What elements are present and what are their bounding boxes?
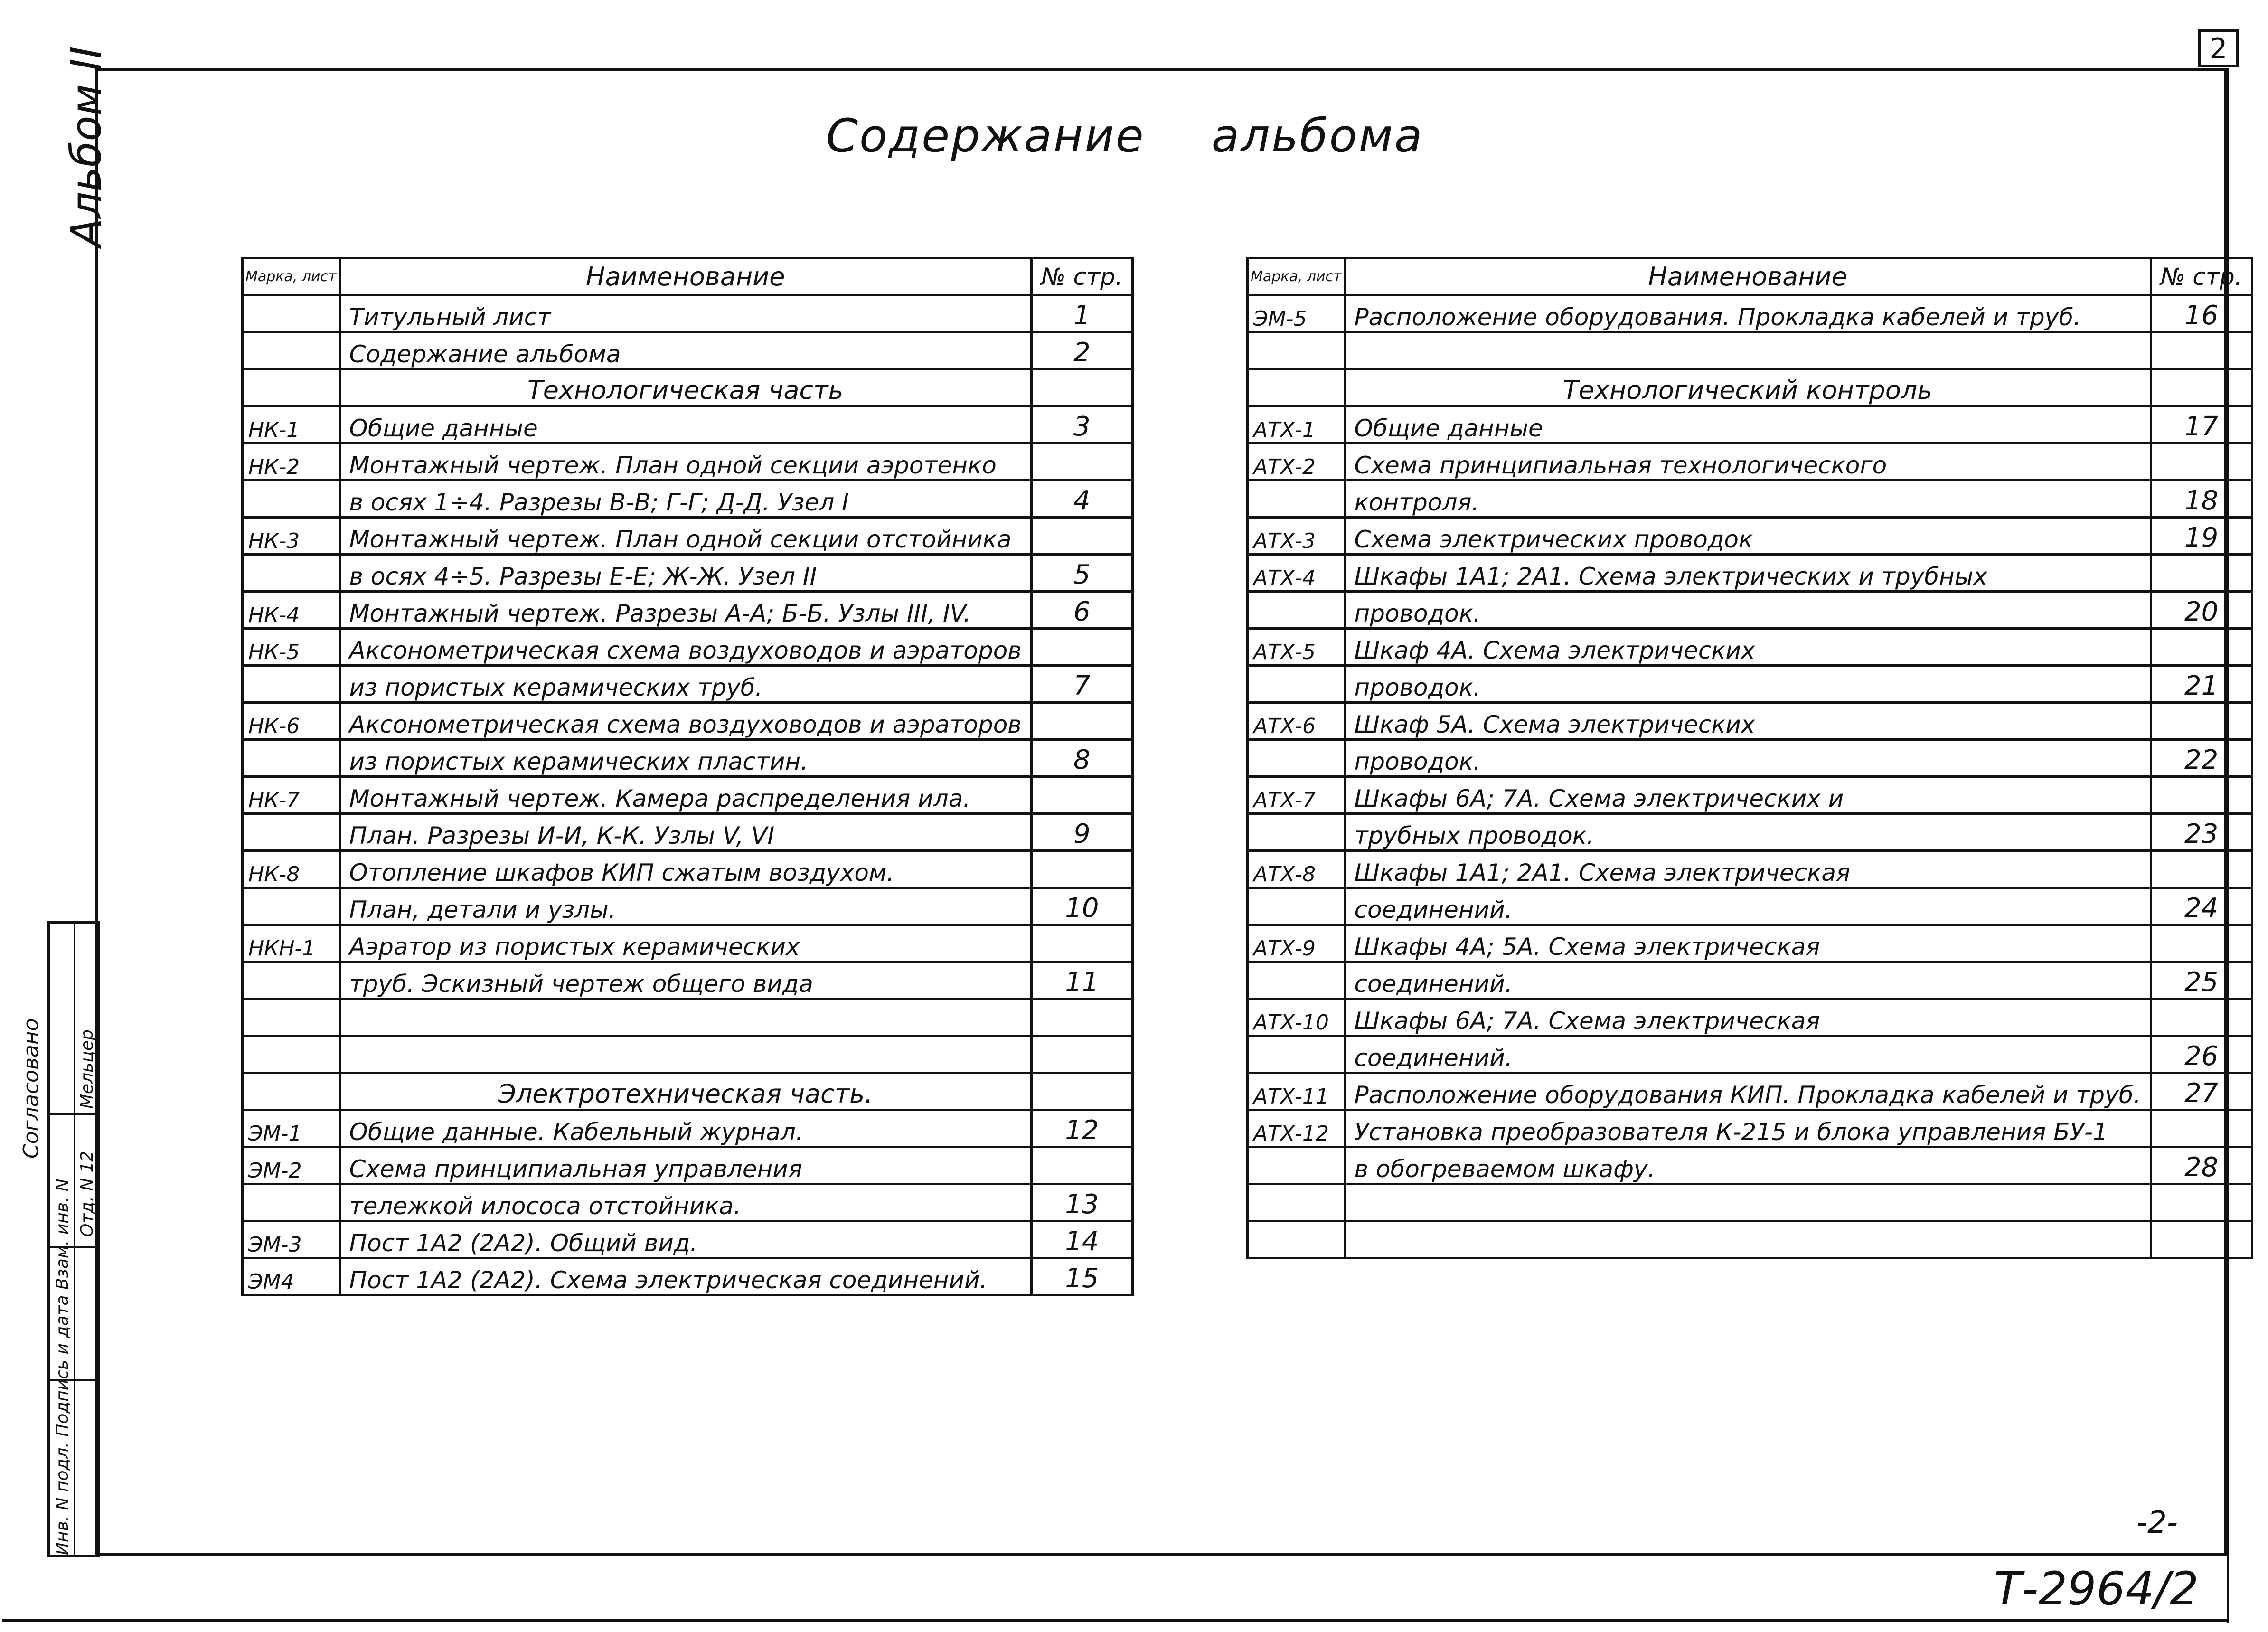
row-name: Схема электрических проводок <box>1345 518 2151 555</box>
table-row <box>1248 629 2252 666</box>
table-row <box>243 1221 1133 1258</box>
row-page <box>1031 629 1132 666</box>
row-name: Монтажный чертеж. Камера распределения ила. <box>339 777 1031 814</box>
row-name: из пористых керамических труб. <box>339 666 1031 703</box>
table-row <box>243 814 1133 851</box>
row-name <box>339 999 1031 1036</box>
stamp-fields-label: Инв. N подл. Подпись и дата Взам. инв. N <box>53 1179 72 1555</box>
row-name: Общие данные. Кабельный журнал. <box>339 1110 1031 1147</box>
row-mark: ЭМ-5 <box>1248 295 1345 332</box>
table-row <box>1248 1073 2252 1110</box>
table-row <box>243 740 1133 777</box>
stamp-signer: Мельцер <box>77 1029 97 1109</box>
row-name: Титульный лист <box>339 295 1031 332</box>
row-name: Шкафы 6А; 7А. Схема электрическая <box>1345 999 2151 1036</box>
row-mark: АТХ-7 <box>1248 777 1345 814</box>
row-page: 7 <box>1031 666 1132 703</box>
row-mark <box>1248 740 1345 777</box>
sheet-number: 2 <box>2198 29 2239 67</box>
row-name: Расположение оборудования. Прокладка кабелей и труб. <box>1345 295 2151 332</box>
row-mark <box>243 1073 340 1110</box>
row-page <box>1031 1073 1132 1110</box>
row-page: 2 <box>1031 332 1132 369</box>
row-page: 24 <box>2151 888 2252 925</box>
row-name: Шкафы 1А1; 2А1. Схема электрических и трубных <box>1345 555 2151 592</box>
table-row <box>243 1258 1133 1295</box>
table-row <box>243 1184 1133 1221</box>
contents-table-left <box>241 257 1134 1296</box>
row-mark: НК-3 <box>243 518 340 555</box>
row-mark: АТХ-11 <box>1248 1073 1345 1110</box>
row-page: 8 <box>1031 740 1132 777</box>
table-row <box>243 666 1133 703</box>
row-name: Общие данные <box>1345 406 2151 443</box>
table-row <box>243 592 1133 629</box>
row-name: проводок. <box>1345 666 2151 703</box>
row-page: 22 <box>2151 740 2252 777</box>
row-mark: ЭМ-1 <box>243 1110 340 1147</box>
row-mark: АТХ-4 <box>1248 555 1345 592</box>
row-page <box>1031 777 1132 814</box>
header-page: № стр. <box>1031 258 1132 295</box>
row-name: Аэратор из пористых керамических <box>339 925 1031 962</box>
row-page: 23 <box>2151 814 2252 851</box>
row-name: Пост 1А2 (2А2). Схема электрическая соединений. <box>339 1258 1031 1295</box>
row-page <box>2151 777 2252 814</box>
table-row <box>1248 703 2252 740</box>
table-row <box>243 369 1133 406</box>
row-name: соединений. <box>1345 888 2151 925</box>
row-name: труб. Эскизный чертеж общего вида <box>339 962 1031 999</box>
row-mark <box>1248 592 1345 629</box>
row-name: Пост 1А2 (2А2). Общий вид. <box>339 1221 1031 1258</box>
row-page: 21 <box>2151 666 2252 703</box>
table-row <box>243 962 1133 999</box>
row-name: План, детали и узлы. <box>339 888 1031 925</box>
table-row <box>1248 332 2252 369</box>
row-name: в обогреваемом шкафу. <box>1345 1147 2151 1184</box>
row-name: соединений. <box>1345 962 2151 999</box>
row-mark: НК-5 <box>243 629 340 666</box>
table-row <box>1248 481 2252 518</box>
row-mark <box>243 481 340 518</box>
row-mark <box>243 295 340 332</box>
header-name: Наименование <box>1345 258 2151 295</box>
row-mark <box>1248 1221 1345 1258</box>
table-row <box>243 1147 1133 1184</box>
table-body-left <box>243 295 1133 1295</box>
section-heading: Технологический контроль <box>1345 369 2151 406</box>
table-row <box>1248 999 2252 1036</box>
row-mark <box>243 369 340 406</box>
table-row <box>1248 814 2252 851</box>
agreed-label: Согласовано <box>19 1018 43 1159</box>
row-page <box>1031 851 1132 888</box>
table-row <box>243 999 1133 1036</box>
table-row <box>243 481 1133 518</box>
row-name: в осях 4÷5. Разрезы Е-Е; Ж-Ж. Узел II <box>339 555 1031 592</box>
album-label: Альбом II <box>62 46 111 247</box>
header-mark: Марка, лист <box>243 258 340 295</box>
table-row <box>243 777 1133 814</box>
table-row <box>1248 406 2252 443</box>
row-mark: ЭМ-3 <box>243 1221 340 1258</box>
row-mark: АТХ-5 <box>1248 629 1345 666</box>
row-mark <box>1248 369 1345 406</box>
title-word-2: альбома <box>1211 109 1424 162</box>
row-name: Расположение оборудования КИП. Прокладка кабелей и труб. <box>1345 1073 2151 1110</box>
row-name: контроля. <box>1345 481 2151 518</box>
table-row <box>1248 369 2252 406</box>
row-page: 16 <box>2151 295 2252 332</box>
row-page: 1 <box>1031 295 1132 332</box>
row-name: Аксонометрическая схема воздуховодов и аэраторов <box>339 703 1031 740</box>
row-name: Шкафы 4А; 5А. Схема электрическая <box>1345 925 2151 962</box>
row-name: Схема принципиальная технологического <box>1345 443 2151 481</box>
section-heading: Технологическая часть <box>339 369 1031 406</box>
outer-border-bottom <box>2 1619 2229 1622</box>
row-mark: ЭМ-2 <box>243 1147 340 1184</box>
row-name: проводок. <box>1345 740 2151 777</box>
row-name: трубных проводок. <box>1345 814 2151 851</box>
row-mark <box>1248 666 1345 703</box>
row-mark: НК-4 <box>243 592 340 629</box>
row-mark <box>1248 888 1345 925</box>
row-mark: АТХ-8 <box>1248 851 1345 888</box>
table-row <box>243 406 1133 443</box>
header-name: Наименование <box>339 258 1031 295</box>
row-mark: НК-7 <box>243 777 340 814</box>
row-mark: АТХ-12 <box>1248 1110 1345 1147</box>
row-page <box>2151 703 2252 740</box>
page-mark: -2- <box>2136 1505 2178 1540</box>
row-name <box>339 1036 1031 1073</box>
row-page <box>2151 369 2252 406</box>
row-page <box>1031 1036 1132 1073</box>
row-name: в осях 1÷4. Разрезы В-В; Г-Г; Д-Д. Узел I <box>339 481 1031 518</box>
row-page <box>2151 332 2252 369</box>
row-mark <box>1248 962 1345 999</box>
row-page <box>1031 369 1132 406</box>
row-page <box>2151 999 2252 1036</box>
row-page <box>1031 703 1132 740</box>
row-mark: НК-2 <box>243 443 340 481</box>
row-page: 10 <box>1031 888 1132 925</box>
row-mark <box>243 666 340 703</box>
table-row <box>243 518 1133 555</box>
row-mark: АТХ-6 <box>1248 703 1345 740</box>
row-page: 19 <box>2151 518 2252 555</box>
row-name: Установка преобразователя К-215 и блока управления БУ-1 <box>1345 1110 2151 1147</box>
table-row <box>243 888 1133 925</box>
row-page: 12 <box>1031 1110 1132 1147</box>
row-page <box>2151 1221 2252 1258</box>
row-name: Содержание альбома <box>339 332 1031 369</box>
row-mark: НКН-1 <box>243 925 340 962</box>
page-title <box>826 109 1424 162</box>
table-row <box>1248 1110 2252 1147</box>
row-name: Отопление шкафов КИП сжатым воздухом. <box>339 851 1031 888</box>
table-row <box>1248 851 2252 888</box>
table-row <box>243 295 1133 332</box>
row-mark: АТХ-2 <box>1248 443 1345 481</box>
row-page: 13 <box>1031 1184 1132 1221</box>
row-page <box>1031 925 1132 962</box>
row-mark <box>1248 1036 1345 1073</box>
document-code: Т-2964/2 <box>1994 1562 2199 1615</box>
row-name: Монтажный чертеж. План одной секции аэротенко <box>339 443 1031 481</box>
row-name: План. Разрезы И-И, К-К. Узлы V, VI <box>339 814 1031 851</box>
table-row <box>1248 518 2252 555</box>
row-name: из пористых керамических пластин. <box>339 740 1031 777</box>
table-row <box>1248 555 2252 592</box>
contents-table-right <box>1246 257 2253 1259</box>
row-page <box>1031 518 1132 555</box>
row-name: Монтажный чертеж. План одной секции отстойника <box>339 518 1031 555</box>
row-mark <box>243 999 340 1036</box>
table-row <box>243 1073 1133 1110</box>
row-page: 14 <box>1031 1221 1132 1258</box>
row-name: Монтажный чертеж. Разрезы А-А; Б-Б. Узлы III, IV. <box>339 592 1031 629</box>
header-page: № стр. <box>2151 258 2252 295</box>
row-page: 27 <box>2151 1073 2252 1110</box>
table-body-right <box>1248 295 2252 1258</box>
table-row <box>243 1036 1133 1073</box>
table-row <box>243 1110 1133 1147</box>
row-mark <box>243 332 340 369</box>
row-mark <box>1248 481 1345 518</box>
row-mark <box>243 814 340 851</box>
row-name: Шкафы 1А1; 2А1. Схема электрическая <box>1345 851 2151 888</box>
table-row <box>1248 777 2252 814</box>
table-row <box>243 703 1133 740</box>
row-name: Аксонометрическая схема воздуховодов и аэраторов <box>339 629 1031 666</box>
stamp-divider <box>50 1113 97 1115</box>
row-mark <box>243 962 340 999</box>
section-heading: Электротехническая часть. <box>339 1073 1031 1110</box>
row-name: Схема принципиальная управления <box>339 1147 1031 1184</box>
row-page <box>2151 1184 2252 1221</box>
table-row <box>243 443 1133 481</box>
row-mark: АТХ-9 <box>1248 925 1345 962</box>
row-mark: НК-6 <box>243 703 340 740</box>
row-mark: ЭМ4 <box>243 1258 340 1295</box>
row-page: 26 <box>2151 1036 2252 1073</box>
row-mark: АТХ-3 <box>1248 518 1345 555</box>
row-page <box>2151 629 2252 666</box>
row-mark: НК-8 <box>243 851 340 888</box>
row-page: 28 <box>2151 1147 2252 1184</box>
row-mark <box>243 740 340 777</box>
row-page <box>2151 555 2252 592</box>
row-name <box>1345 1184 2151 1221</box>
table-row <box>1248 962 2252 999</box>
row-mark: НК-1 <box>243 406 340 443</box>
row-name: Шкаф 4А. Схема электрических <box>1345 629 2151 666</box>
row-page <box>2151 925 2252 962</box>
row-mark <box>243 1184 340 1221</box>
row-page <box>1031 443 1132 481</box>
header-mark: Марка, лист <box>1248 258 1345 295</box>
row-mark <box>1248 1184 1345 1221</box>
table-row <box>1248 1221 2252 1258</box>
table-row <box>1248 740 2252 777</box>
row-page: 11 <box>1031 962 1132 999</box>
table-row <box>1248 443 2252 481</box>
row-page: 25 <box>2151 962 2252 999</box>
row-name: проводок. <box>1345 592 2151 629</box>
row-name: Шкафы 6А; 7А. Схема электрических и <box>1345 777 2151 814</box>
row-mark <box>243 1036 340 1073</box>
row-name: соединений. <box>1345 1036 2151 1073</box>
row-mark <box>1248 1147 1345 1184</box>
row-page: 3 <box>1031 406 1132 443</box>
row-page: 17 <box>2151 406 2252 443</box>
table-row <box>1248 592 2252 629</box>
row-name <box>1345 1221 2151 1258</box>
table-row <box>1248 295 2252 332</box>
row-mark <box>243 555 340 592</box>
row-page <box>2151 851 2252 888</box>
row-page: 20 <box>2151 592 2252 629</box>
row-name: Общие данные <box>339 406 1031 443</box>
row-name: тележкой илососа отстойника. <box>339 1184 1031 1221</box>
row-mark <box>243 888 340 925</box>
table-row <box>243 925 1133 962</box>
table-row <box>1248 1184 2252 1221</box>
approval-stamp <box>47 921 100 1557</box>
row-page: 15 <box>1031 1258 1132 1295</box>
table-row <box>1248 666 2252 703</box>
row-page <box>2151 443 2252 481</box>
table-row <box>243 851 1133 888</box>
row-page <box>1031 999 1132 1036</box>
row-mark: АТХ-1 <box>1248 406 1345 443</box>
table-row <box>243 332 1133 369</box>
row-page: 9 <box>1031 814 1132 851</box>
row-page: 4 <box>1031 481 1132 518</box>
row-name: Шкаф 5А. Схема электрических <box>1345 703 2151 740</box>
table-row <box>243 629 1133 666</box>
stamp-dept-label: Отд. N 12 <box>77 1151 97 1237</box>
row-page: 5 <box>1031 555 1132 592</box>
table-row <box>1248 1036 2252 1073</box>
table-row <box>1248 925 2252 962</box>
table-row <box>1248 1147 2252 1184</box>
row-page: 18 <box>2151 481 2252 518</box>
row-mark <box>1248 814 1345 851</box>
row-page: 6 <box>1031 592 1132 629</box>
table-row <box>243 555 1133 592</box>
row-name <box>1345 332 2151 369</box>
row-mark <box>1248 332 1345 369</box>
title-word-1: Содержание <box>826 109 1145 162</box>
row-mark: АТХ-10 <box>1248 999 1345 1036</box>
row-page <box>1031 1147 1132 1184</box>
table-row <box>1248 888 2252 925</box>
row-page <box>2151 1110 2252 1147</box>
